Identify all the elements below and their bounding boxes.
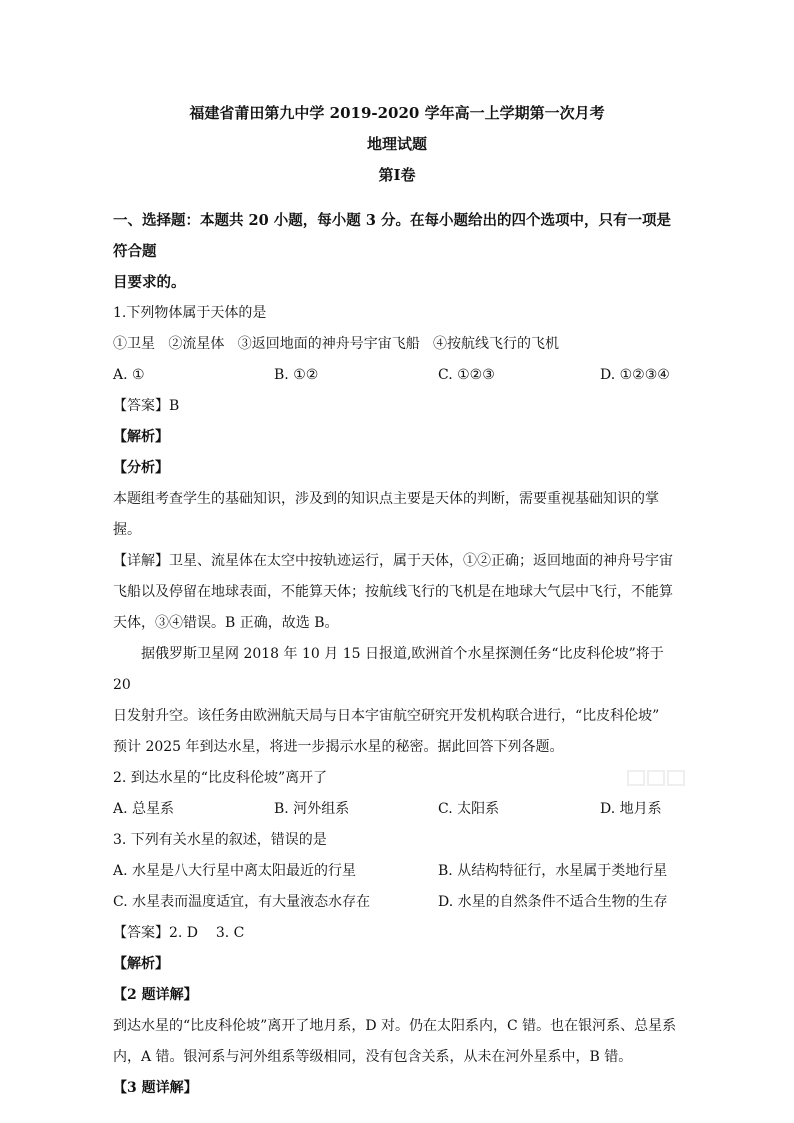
question-2-option-a: A. 总星系 <box>113 801 175 817</box>
question-2-detail-label: 【2 题详解】 <box>113 987 198 1003</box>
question-2-detail-line-2: 内，A 错。银河系与河外组系等级相同，没有包含关系，从未在河外星系中，B 错。 <box>113 1049 633 1065</box>
watermark-graphic <box>626 765 686 791</box>
question-1-detail-line-2: 飞船以及停留在地球表面，不能算天体；按航线飞行的飞机是在地球大气层中飞行，不能算 <box>113 584 673 600</box>
question-1-answer: 【答案】B <box>113 398 180 414</box>
question-2-options <box>113 794 681 825</box>
question-2-option-c: C. 太阳系 <box>438 801 500 817</box>
subject-title: 地理试题 <box>366 135 427 153</box>
question-1-option-b: B. ①② <box>274 367 319 383</box>
section-heading-line-1: 一、选择题：本题共 20 小题，每小题 3 分。在每小题给出的四个选项中，只有一项是符合题 <box>113 212 671 260</box>
question-3-option-c: C. 水星表而温度适宜，有大量液态水存在 <box>113 894 371 910</box>
question-3-stem: 3. 下列有关水星的叙述，错误的是 <box>113 832 327 848</box>
faint-watermark <box>626 765 686 797</box>
question-1-option-d: D. ①②③④ <box>600 367 670 383</box>
question-3-option-d: D. 水星的自然条件不适合生物的生存 <box>438 894 668 910</box>
question-1-options <box>113 360 681 391</box>
question-1-analysis-label: 【解析】 <box>113 429 169 445</box>
questions-2-3-answer: 【答案】2. D 3. C <box>113 925 245 941</box>
question-1-fenxi-text: 本题组考查学生的基础知识，涉及到的知识点主要是天体的判断，需要重视基础知识的掌握。 <box>113 491 659 538</box>
question-1-detail-line-3: 天体，③④错误。B 正确，故选 B。 <box>113 615 339 631</box>
passage-line-2: 日发射升空。该任务由欧洲航天局与日本宇宙航空研究开发机构联合进行，“比皮科伦坡” <box>113 708 660 724</box>
question-3-option-b: B. 从结构特征行，水星属于类地行星 <box>438 863 668 879</box>
question-3-options-row-2 <box>113 887 681 918</box>
passage-line-1: 据俄罗斯卫星网 2018 年 10 月 15 日报道,欧洲首个水星探测任务“比皮科伦坡”将于 20 <box>113 646 664 693</box>
question-1-stem: 1.下列物体属于天体的是 <box>113 305 267 321</box>
question-2-option-b: B. 河外组系 <box>274 801 350 817</box>
exam-title: 福建省莆田第九中学 2019-2020 学年高一上学期第一次月考 <box>189 104 605 122</box>
question-1-items: ①卫星 ②流星体 ③返回地面的神舟号宇宙飞船 ④按航线飞行的飞机 <box>113 336 560 352</box>
question-1-detail-line-1: 【详解】卫星、流星体在太空中按轨迹运行，属于天体，①②正确；返回地面的神舟号宇宙 <box>113 553 673 569</box>
volume-title: 第Ⅰ卷 <box>378 166 416 184</box>
question-2-detail-line-1: 到达水星的“比皮科伦坡”离开了地月系，D 对。仍在太阳系内，C 错。也在银河系、总星系 <box>113 1018 677 1034</box>
question-2-stem: 2. 到达水星的“比皮科伦坡”离开了 <box>113 770 328 786</box>
section-1 <box>113 205 681 1104</box>
question-3-detail-label: 【3 题详解】 <box>113 1080 198 1096</box>
question-3-options-row-1 <box>113 856 681 887</box>
questions-2-3-analysis-label: 【解析】 <box>113 956 169 972</box>
question-2-option-d: D. 地月系 <box>600 801 662 817</box>
question-3-option-a: A. 水星是八大行星中离太阳最近的行星 <box>113 863 357 879</box>
question-1-option-a: A. ① <box>113 367 145 383</box>
section-heading-line-2: 目要求的。 <box>113 274 186 291</box>
question-1-fenxi-label: 【分析】 <box>113 460 169 476</box>
passage-line-3: 预计 2025 年到达水星，将进一步揭示水星的秘密。据此回答下列各题。 <box>113 739 564 755</box>
question-1-option-c: C. ①②③ <box>438 367 495 383</box>
